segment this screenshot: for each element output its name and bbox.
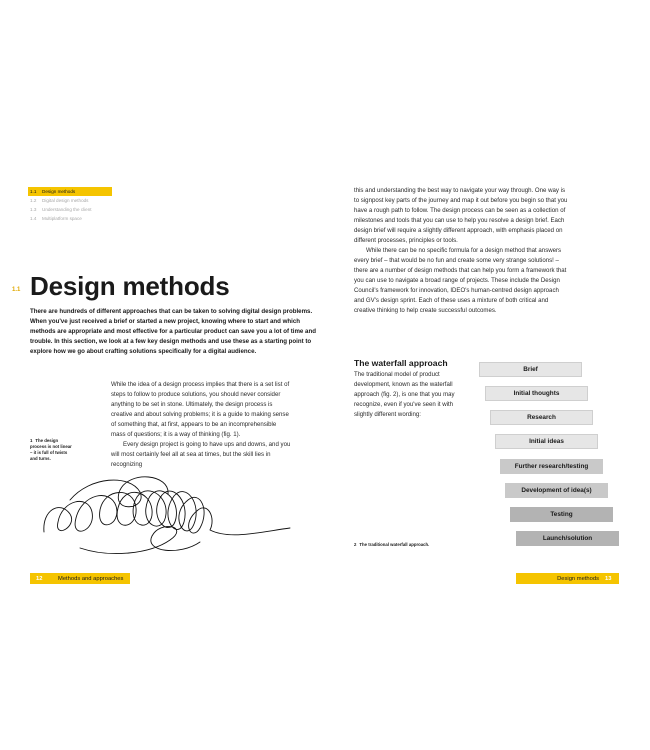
running-footer-label: Methods and approaches <box>58 575 124 582</box>
nav-item-label: Multiplatform space <box>42 216 82 221</box>
nav-item-number: 1.3 <box>30 207 37 212</box>
caption-text: The traditional waterfall approach. <box>359 542 430 547</box>
section-heading: The waterfall approach <box>354 358 448 368</box>
page-title: Design methods <box>30 271 230 301</box>
waterfall-step-brief: Brief <box>479 362 582 377</box>
page-number: 12 <box>36 575 43 582</box>
scribble-illustration <box>40 470 292 560</box>
nav-item-digital-design-methods[interactable] <box>28 196 112 205</box>
intro-paragraph: There are hundreds of different approaches that can be taken to solving digital design problems. When you've just received a brief or started a new project, knowing where to start and which methods are appropriate and most effective for a particular product can save you a lot of time and trouble. In this section, we look at a few key design methods and use these as a starting point to explore how we go about crafting solutions specifically for a digital audience. <box>30 308 316 355</box>
nav-item-label: Understanding the client <box>42 207 92 212</box>
waterfall-step-testing: Testing <box>510 507 613 522</box>
figure-number: 1 <box>30 438 33 443</box>
body-text-right <box>354 186 570 316</box>
waterfall-description: The traditional model of product development, known as the waterfall approach (fig. 2), is one that you may recognize, even if you've seen it with slightly different wording: <box>354 371 455 418</box>
caption-text: The design process is not linear – it is full of twists and turns. <box>30 438 72 461</box>
nav-item-label: Digital design methods <box>42 198 89 203</box>
waterfall-step-further-research: Further research/testing <box>500 459 603 474</box>
nav-item-label: Design methods <box>42 189 76 194</box>
waterfall-step-initial-ideas: Initial ideas <box>495 434 598 449</box>
figure-1-caption <box>30 438 72 462</box>
paragraph: this and understanding the best way to navigate your way through. One way is to signpost key parts of the journey and map it out before you begin so that you have a rough path to follow. The design process can be seen as a collection of milestones and tools that you can use to help you resolve a design brief. Each design brief will require a slightly different approach, with emphasis placed on different processes, principles or tools. <box>354 187 568 244</box>
running-footer-label: Design methods <box>557 575 599 582</box>
waterfall-step-research: Research <box>490 410 593 425</box>
body-text-left <box>111 380 292 470</box>
nav-item-number: 1.4 <box>30 216 37 221</box>
section-number: 1.1 <box>12 287 21 293</box>
waterfall-step-launch: Launch/solution <box>516 531 619 546</box>
figure-2-caption <box>354 542 429 547</box>
paragraph: Every design project is going to have ups and downs, and you will most certainly feel all at sea at times, but the skill lies in recognizing <box>111 441 291 468</box>
waterfall-step-development: Development of idea(s) <box>505 483 608 498</box>
nav-item-design-methods[interactable] <box>28 187 112 196</box>
paragraph: While there can be no specific formula for a design method that answers every brief – that would be no fun and create some very strange solutions! – there are a number of design methods that can help you form a framework that you can use to navigate a broad range of projects. These include the Design Council's framework for innovation, IDEO's human-centred design approach and GV's design sprint. Each of these uses a mixture of both critical and creative thinking to help create successful outcomes. <box>354 247 567 314</box>
nav-item-number: 1.2 <box>30 198 37 203</box>
scribble-line <box>44 477 290 554</box>
figure-number: 2 <box>354 542 357 547</box>
nav-item-number: 1.1 <box>30 189 37 194</box>
footer-right <box>516 573 619 584</box>
nav-item-understanding-the-client[interactable] <box>28 205 112 214</box>
footer-left <box>30 573 130 584</box>
page-number: 13 <box>605 575 612 582</box>
paragraph: While the idea of a design process implies that there is a set list of steps to follow to produce solutions, you should never consider anything to be set in stone. Ultimately, the design process is creative and about solving problems; it is a guide to making sense of something that, at first, appears to be an incomprehensible mass of questions; it is a way of thinking (fig. 1). <box>111 381 290 438</box>
chapter-nav <box>28 187 112 223</box>
waterfall-step-initial-thoughts: Initial thoughts <box>485 386 588 401</box>
nav-item-multiplatform-space[interactable] <box>28 214 112 223</box>
